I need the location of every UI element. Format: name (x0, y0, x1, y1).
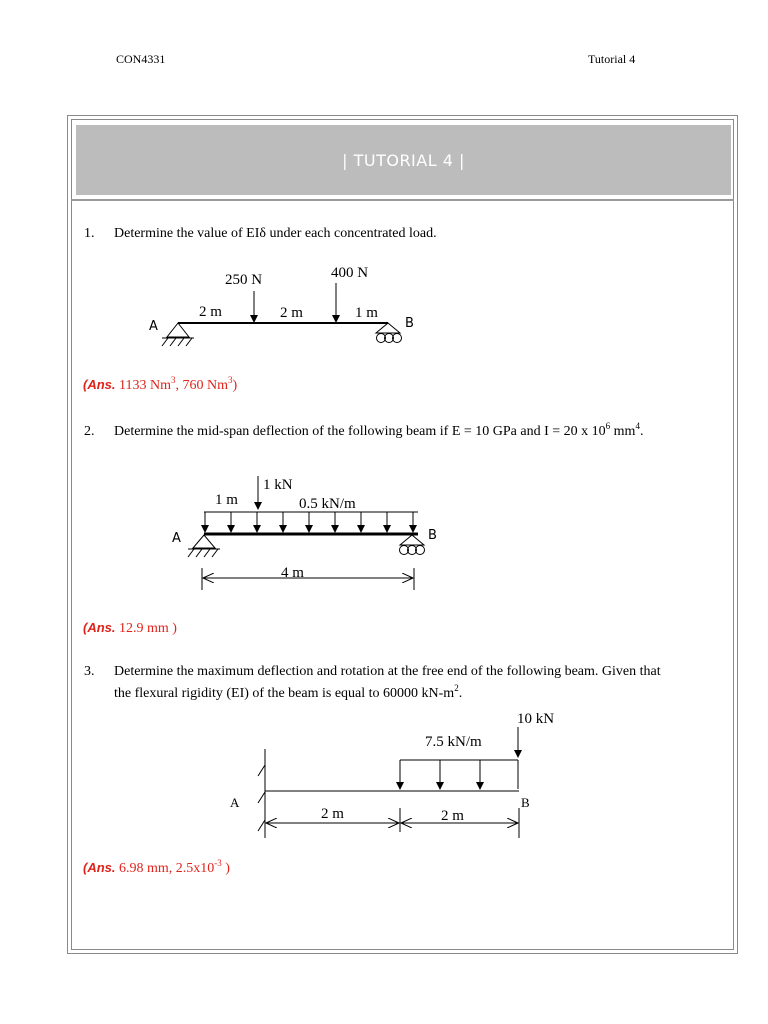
question-1-text: Determine the value of EIδ under each concentrated load. (114, 226, 437, 241)
support-label-a: A (149, 319, 158, 334)
fixed-support-a (258, 749, 265, 838)
span-label-2: 2 m (280, 305, 303, 321)
support-label-a: A (230, 795, 240, 810)
beam-diagram-3 (230, 711, 554, 838)
question-2-text: Determine the mid-span deflection of the following beam if E = 10 GPa and I = 20 x $10^6$ $mm^4$. (114, 421, 644, 439)
answer-label: (Ans. (83, 377, 116, 392)
tutorial-label: Tutorial 4 (588, 52, 636, 66)
roller-support-b-1 (376, 323, 402, 343)
question-2-number: 2. (84, 424, 95, 439)
support-label-b: B (405, 316, 414, 331)
answer-label: (Ans. (83, 860, 116, 875)
udl-label: 7.5 kN/m (425, 734, 482, 750)
question-1-number: 1. (84, 226, 95, 241)
load-label-400n: 400 N (331, 265, 369, 281)
span-label-1: 2 m (321, 806, 344, 822)
udl-label: 0.5 kN/m (299, 496, 356, 512)
span-label-2: 2 m (441, 808, 464, 824)
question-3-number: 3. (84, 664, 95, 679)
pin-support-a-1 (162, 323, 194, 346)
answer-1: (Ans. 1133 Nm$^3$, 760 Nm$^3$) (83, 375, 238, 393)
support-label-a: A (172, 531, 181, 546)
page-title: | TUTORIAL 4 | (342, 150, 465, 170)
beam-diagram-2 (172, 476, 437, 590)
course-code: CON4331 (116, 52, 166, 66)
span-label-1: 2 m (199, 304, 222, 320)
answer-label: (Ans. (83, 620, 116, 635)
load-label-1kn: 1 kN (263, 477, 293, 493)
answer-2: (Ans. 12.9 mm ) (83, 620, 177, 636)
support-label-b: B (521, 795, 530, 810)
support-label-b: B (428, 528, 437, 543)
dist-label-1m: 1 m (215, 492, 238, 508)
question-3-text: Determine the maximum deflection and rotation at the free end of the following beam. Given that the flexural rigidity (EI) of the beam is equal to 60000 $kN-m^2$. (114, 664, 661, 701)
pin-support-a-2 (188, 535, 220, 557)
answer-3: (Ans. 6.98 mm, $2.5x10^{-3}$ ) (83, 858, 230, 876)
load-label-250n: 250 N (225, 272, 263, 288)
load-label-10kn: 10 kN (517, 711, 555, 727)
span-label-3: 1 m (355, 305, 378, 321)
beam-diagram-1 (149, 265, 414, 346)
span-label-4m: 4 m (281, 565, 304, 581)
roller-support-b-2 (400, 535, 425, 555)
